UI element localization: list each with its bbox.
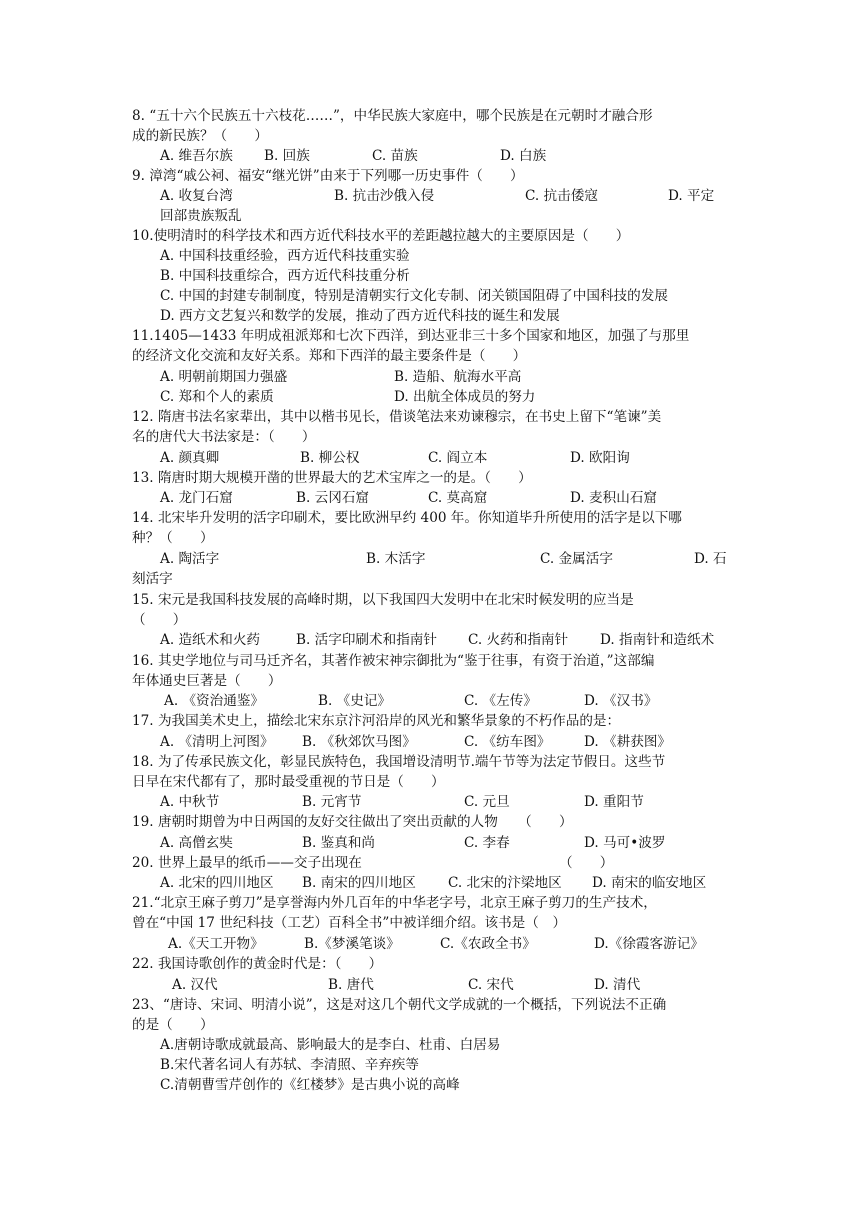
question-10-option-b: B. 中国科技重综合，西方近代科技重分析 [160, 268, 410, 284]
question-22-option-b: B. 唐代 [328, 977, 374, 993]
question-19-option-c: C. 李春 [464, 835, 510, 851]
question-23-option-a: A.唐朝诗歌成就最高、影响最大的是李白、杜甫、白居易 [160, 1037, 501, 1053]
question-16-option-c: C. 《左传》 [464, 693, 537, 709]
question-18-stem-line-2: 日早在宋代都有了，那时最受重视的节日是（ ） [132, 774, 445, 790]
question-13-option-d: D. 麦积山石窟 [570, 490, 658, 506]
question-15-option-a: A. 造纸术和火药 [160, 632, 261, 648]
question-21-option-a: A.《天工开物》 [168, 936, 264, 952]
question-11-option-d: D. 出航全体成员的努力 [394, 389, 536, 405]
question-19-option-d: D. 马可•波罗 [584, 835, 666, 851]
question-20-option-a: A. 北宋的四川地区 [160, 875, 274, 891]
question-19-option-a: A. 高僧玄奘 [160, 835, 233, 851]
question-19-stem: 19. 唐朝时期曾为中日两国的友好交往做出了突出贡献的人物 （ ） [132, 814, 573, 830]
question-11-stem-line-2: 的经济文化交流和友好关系。郑和下西洋的最主要条件是（ ） [132, 348, 527, 364]
question-21-option-b: B.《梦溪笔谈》 [304, 936, 400, 952]
question-14-stem-line-1: 14. 北宋毕升发明的活字印刷术，要比欧洲早约 400 年。你知道毕升所使用的活字是以下哪 [132, 510, 682, 526]
question-18-stem-line-1: 18. 为了传承民族文化，彰显民族特色，我国增设清明节.端午节等为法定节假日。这些节 [132, 754, 666, 770]
question-18-option-d: D. 重阳节 [584, 794, 644, 810]
question-16-stem-line-2: 年体通史巨著是（ ） [132, 673, 282, 689]
question-10-option-d: D. 西方文艺复兴和数学的发展，推动了西方近代科技的诞生和发展 [160, 308, 560, 324]
question-18-option-a: A. 中秋节 [160, 794, 220, 810]
question-16-option-a: A. 《资治通鉴》 [164, 693, 265, 709]
question-15-stem-line-1: 15. 宋元是我国科技发展的高峰时期，以下我国四大发明中在北宋时候发明的应当是 [132, 592, 634, 608]
question-8-option-b: B. 回族 [264, 148, 310, 164]
question-14-option-b: B. 木活字 [366, 551, 426, 567]
question-13-option-c: C. 莫高窟 [428, 490, 488, 506]
question-21-option-d: D.《徐霞客游记》 [594, 936, 704, 952]
question-15-option-d: D. 指南针和造纸术 [600, 632, 715, 648]
question-15-stem-line-2: （ ） [132, 612, 187, 628]
question-13-option-a: A. 龙门石窟 [160, 490, 233, 506]
question-16-option-d: D. 《汉书》 [584, 693, 658, 709]
question-20-option-c: C. 北宋的汴梁地区 [448, 875, 562, 891]
question-14-stem-line-2: 种？（ ） [132, 530, 214, 546]
question-12-stem-line-1: 12. 隋唐书法名家辈出，其中以楷书见长，借谈笔法来劝谏穆宗，在书史上留下“笔谏”美 [132, 409, 662, 425]
question-12-stem-line-2: 名的唐代大书法家是：（ ） [132, 429, 316, 445]
question-18-option-c: C. 元旦 [464, 794, 510, 810]
question-20-option-b: B. 南宋的四川地区 [302, 875, 416, 891]
question-13-option-b: B. 云冈石窟 [296, 490, 370, 506]
question-23-option-b: B.宋代著名词人有苏轼、李清照、辛弃疾等 [160, 1057, 419, 1073]
question-14-option-d-wrap: 刻活字 [132, 571, 173, 587]
question-22-option-c: C. 宋代 [468, 977, 514, 993]
question-9-option-b: B. 抗击沙俄入侵 [334, 188, 435, 204]
question-17-stem: 17. 为我国美术史上，描绘北宋东京汴河沿岸的风光和繁华景象的不朽作品的是： [132, 713, 621, 729]
question-17-option-d: D. 《耕获图》 [584, 734, 672, 750]
question-10-option-c: C. 中国的封建专制制度，特别是清朝实行文化专制、闭关锁国阻碍了中国科技的发展 [160, 288, 668, 304]
question-22-option-a: A. 汉代 [172, 977, 218, 993]
question-23-stem-line-1: 23、“唐诗、宋词、明清小说”，这是对这几个朝代文学成就的一个概括，下列说法不正确 [132, 997, 667, 1013]
question-21-option-c: C.《农政全书》 [440, 936, 536, 952]
question-20-option-d: D. 南宋的临安地区 [592, 875, 707, 891]
question-9-option-d-wrap: 回部贵族叛乱 [160, 208, 242, 224]
question-20-stem: 20. 世界上最早的纸币——交子出现在 （ ） [132, 855, 614, 871]
question-8-stem-line-2: 成的新民族？（ ） [132, 128, 268, 144]
question-16-stem-line-1: 16. 其史学地位与司马迁齐名，其著作被宋神宗御批为“鉴于往事，有资于治道，”这部编 [132, 653, 655, 669]
question-23-option-c: C.清朝曹雪芹创作的《红楼梦》是古典小说的高峰 [160, 1077, 460, 1093]
question-12-option-b: B. 柳公权 [300, 450, 360, 466]
question-13-stem: 13. 隋唐时期大规模开凿的世界最大的艺术宝库之一的是。（ ） [132, 470, 532, 486]
question-21-stem-line-1: 21.“北京王麻子剪刀”是享誉海内外几百年的中华老字号，北京王麻子剪刀的生产技术， [132, 895, 657, 911]
question-23-stem-line-2: 的是（ ） [132, 1017, 214, 1033]
question-9-option-d: D. 平定 [668, 188, 715, 204]
question-17-option-c: C. 《纺车图》 [464, 734, 551, 750]
question-12-option-c: C. 阎立本 [428, 450, 488, 466]
question-22-option-d: D. 清代 [594, 977, 641, 993]
question-15-option-b: B. 活字印刷术和指南针 [296, 632, 437, 648]
question-11-stem-line-1: 11.1405—1433 年明成祖派郑和七次下西洋，到达亚非三十多个国家和地区，加强了与那里 [132, 328, 690, 344]
question-9-option-a: A. 收复台湾 [160, 188, 233, 204]
question-8-option-d: D. 白族 [500, 148, 547, 164]
question-16-option-b: B. 《史记》 [318, 693, 392, 709]
question-10-stem-line-1: 10.使明清时的科学技术和西方近代科技水平的差距越拉越大的主要原因是（ ） [132, 228, 630, 244]
question-15-option-c: C. 火药和指南针 [468, 632, 569, 648]
question-18-option-b: B. 元宵节 [302, 794, 362, 810]
question-8-option-c: C. 苗族 [372, 148, 418, 164]
question-14-option-a: A. 陶活字 [160, 551, 220, 567]
question-12-option-a: A. 颜真卿 [160, 450, 220, 466]
question-17-option-b: B. 《秋郊饮马图》 [302, 734, 416, 750]
question-10-option-a: A. 中国科技重经验，西方近代科技重实验 [160, 248, 410, 264]
question-9-option-c: C. 抗击倭寇 [525, 188, 598, 204]
question-17-option-a: A. 《清明上河图》 [160, 734, 274, 750]
question-22-stem: 22. 我国诗歌创作的黄金时代是：（ ） [132, 956, 383, 972]
question-9-stem-line-1: 9. 漳湾“戚公祠、福安“继光饼”由来于下列哪一历史事件（ ） [132, 168, 524, 184]
question-8-stem-line-1: 8. “五十六个民族五十六枝花……”，中华民族大家庭中，哪个民族是在元朝时才融合形 [132, 108, 653, 124]
question-12-option-d: D. 欧阳询 [570, 450, 630, 466]
question-8-option-a: A. 维吾尔族 [160, 148, 233, 164]
question-21-stem-line-2: 曾在“中国 17 世纪科技（工艺）百科全书”中被详细介绍。该书是（ ） [132, 915, 567, 931]
question-14-option-d: D. 石 [694, 551, 727, 567]
question-19-option-b: B. 鉴真和尚 [302, 835, 376, 851]
question-14-option-c: C. 金属活字 [540, 551, 613, 567]
question-11-option-c: C. 郑和个人的素质 [160, 389, 274, 405]
question-11-option-b: B. 造船、航海水平高 [394, 369, 522, 385]
question-11-option-a: A. 明朝前期国力强盛 [160, 369, 288, 385]
